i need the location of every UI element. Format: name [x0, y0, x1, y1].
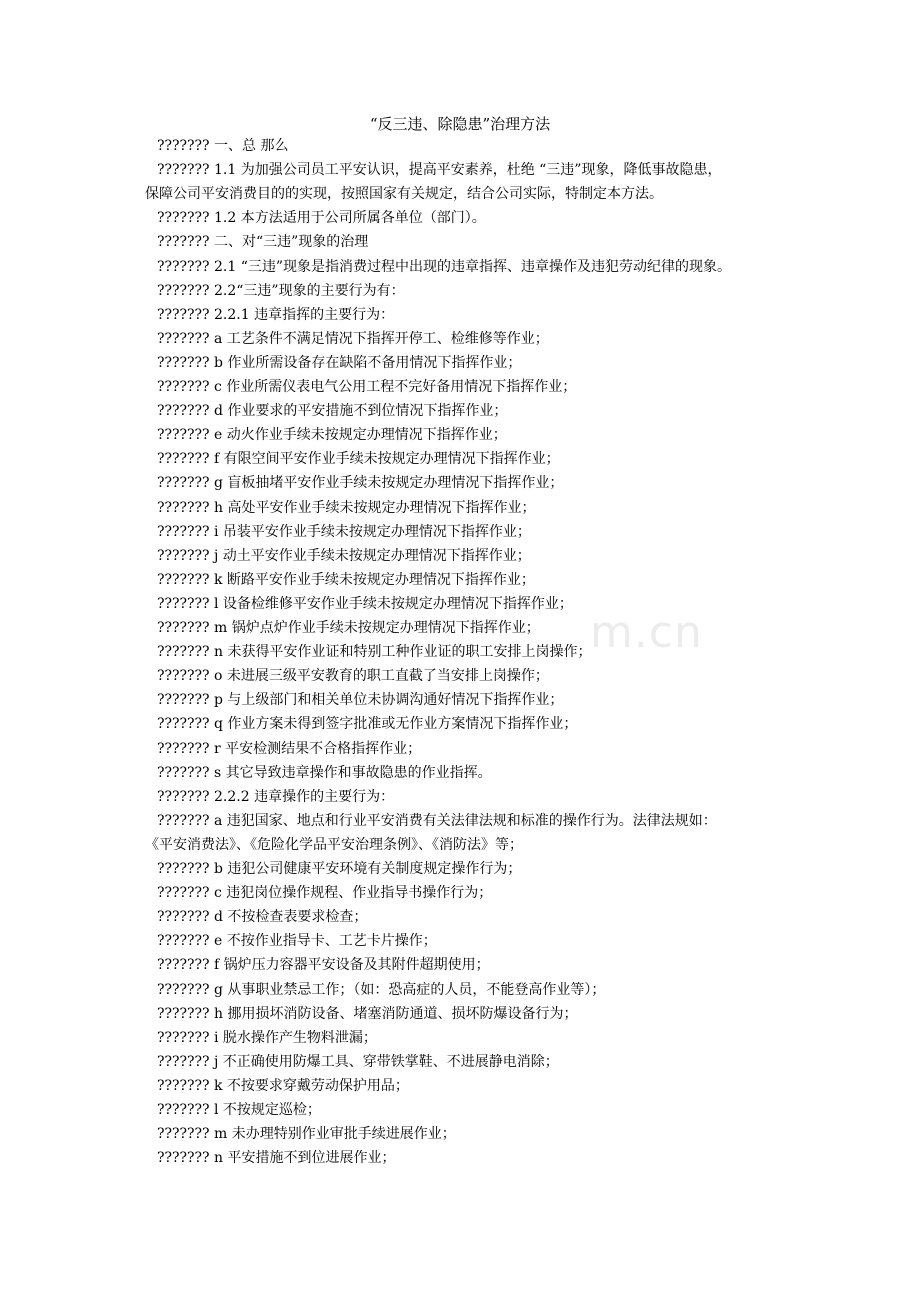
paragraph-line: ??????? e 动火作业手续未按规定办理情况下指挥作业；	[157, 427, 507, 443]
paragraph-line: ??????? m 未办理特别作业审批手续进展作业；	[157, 1126, 456, 1142]
paragraph-line: ??????? q 作业方案未得到签字批准或无作业方案情况下指挥作业；	[157, 716, 578, 732]
paragraph-line: ??????? d 作业要求的平安措施不到位情况下指挥作业；	[157, 403, 508, 419]
paragraph-line: ??????? m 锅炉点炉作业手续未按规定办理情况下指挥作业；	[157, 620, 540, 636]
paragraph-line: ??????? b 作业所需设备存在缺陷不备用情况下指挥作业；	[157, 355, 522, 371]
paragraph-line: ??????? n 未获得平安作业证和特别工种作业证的职工安排上岗操作；	[157, 644, 592, 660]
paragraph-line: ??????? b 违犯公司健康平安环境有关制度规定操作行为；	[157, 861, 522, 877]
paragraph-line: ??????? d 不按检查表要求检查；	[157, 909, 368, 925]
paragraph-line: ??????? 2.2.2 违章操作的主要行为：	[157, 789, 395, 805]
paragraph-line: ??????? g 盲板抽堵平安作业手续未按规定办理情况下指挥作业；	[157, 475, 564, 491]
paragraph-line: ??????? 1.2 本方法适用于公司所属各单位（部门）。	[157, 210, 486, 226]
paragraph-line: ??????? 二、对“三违”现象的治理	[157, 234, 369, 250]
paragraph-line: ??????? j 动土平安作业手续未按规定办理情况下指挥作业；	[157, 548, 531, 564]
watermark: m.cn	[590, 607, 703, 658]
paragraph-line: ??????? c 作业所需仪表电气公用工程不完好备用情况下指挥作业；	[157, 379, 577, 395]
paragraph-line: ??????? h 挪用损坏消防设备、堵塞消防通道、损坏防爆设备行为；	[157, 1006, 578, 1022]
paragraph-line: ??????? e 不按作业指导卡、工艺卡片操作；	[157, 933, 437, 949]
paragraph-line: ??????? l 设备检维修平安作业手续未按规定办理情况下指挥作业；	[157, 596, 573, 612]
document-title: “反三违、除隐患”治理方法	[369, 115, 551, 133]
paragraph-line: ??????? k 断路平安作业手续未按规定办理情况下指挥作业；	[157, 572, 535, 588]
paragraph-line: ??????? i 脱水操作产生物料泄漏；	[157, 1030, 377, 1046]
paragraph-line: 保障公司平安消费目的的实现，按照国家有关规定，结合公司实际，特制定本方法。	[145, 186, 663, 202]
paragraph-line: ??????? f 有限空间平安作业手续未按规定办理情况下指挥作业；	[157, 451, 560, 467]
paragraph-line: ??????? s 其它导致违章操作和事故隐患的作业指挥。	[157, 765, 492, 781]
paragraph-line: ??????? p 与上级部门和相关单位未协调沟通好情况下指挥作业；	[157, 692, 564, 708]
paragraph-line: ??????? h 高处平安作业手续未按规定办理情况下指挥作业；	[157, 500, 536, 516]
paragraph-line: ??????? n 平安措施不到位进展作业；	[157, 1150, 396, 1166]
paragraph-line: ??????? g 从事职业禁忌工作；（如：恐高症的人员，不能登高作业等）；	[157, 982, 606, 998]
paragraph-line: ??????? 2.1 “三违”现象是指消费过程中出现的违章指挥、违章操作及违犯劳动纪律的现象。	[157, 259, 732, 275]
paragraph-line: ??????? a 违犯国家、地点和行业平安消费有关法律法规和标准的操作行为。法律法规如：	[157, 813, 717, 829]
paragraph-line: ??????? j 不正确使用防爆工具、穿带铁掌鞋、不进展静电消除；	[157, 1054, 559, 1070]
paragraph-line: ??????? i 吊装平安作业手续未按规定办理情况下指挥作业；	[157, 524, 531, 540]
paragraph-line: ??????? o 未进展三级平安教育的职工直截了当安排上岗操作；	[157, 668, 549, 684]
paragraph-line: ??????? 一、总 那么	[157, 138, 289, 154]
paragraph-line: ??????? k 不按要求穿戴劳动保护用品；	[157, 1078, 409, 1094]
paragraph-line: ??????? a 工艺条件不满足情况下指挥开停工、检维修等作业；	[157, 331, 549, 347]
paragraph-line: ??????? l 不按规定巡检；	[157, 1102, 321, 1118]
paragraph-line: ??????? r 平安检测结果不合格指挥作业；	[157, 741, 422, 757]
paragraph-line: ??????? 2.2.1 违章指挥的主要行为：	[157, 307, 395, 323]
paragraph-line: ??????? c 违犯岗位操作规程、作业指导书操作行为；	[157, 885, 493, 901]
paragraph-line: ??????? 1.1 为加强公司员工平安认识，提高平安素养，杜绝 “三违”现象，降低事故隐患，	[157, 162, 722, 178]
paragraph-line: ??????? f 锅炉压力容器平安设备及其附件超期使用；	[157, 957, 490, 973]
paragraph-line: ??????? 2.2“三违”现象的主要行为有：	[157, 283, 405, 299]
paragraph-line: 《平安消费法》、《危险化学品平安治理条例》、《消防法》等；	[145, 837, 523, 853]
